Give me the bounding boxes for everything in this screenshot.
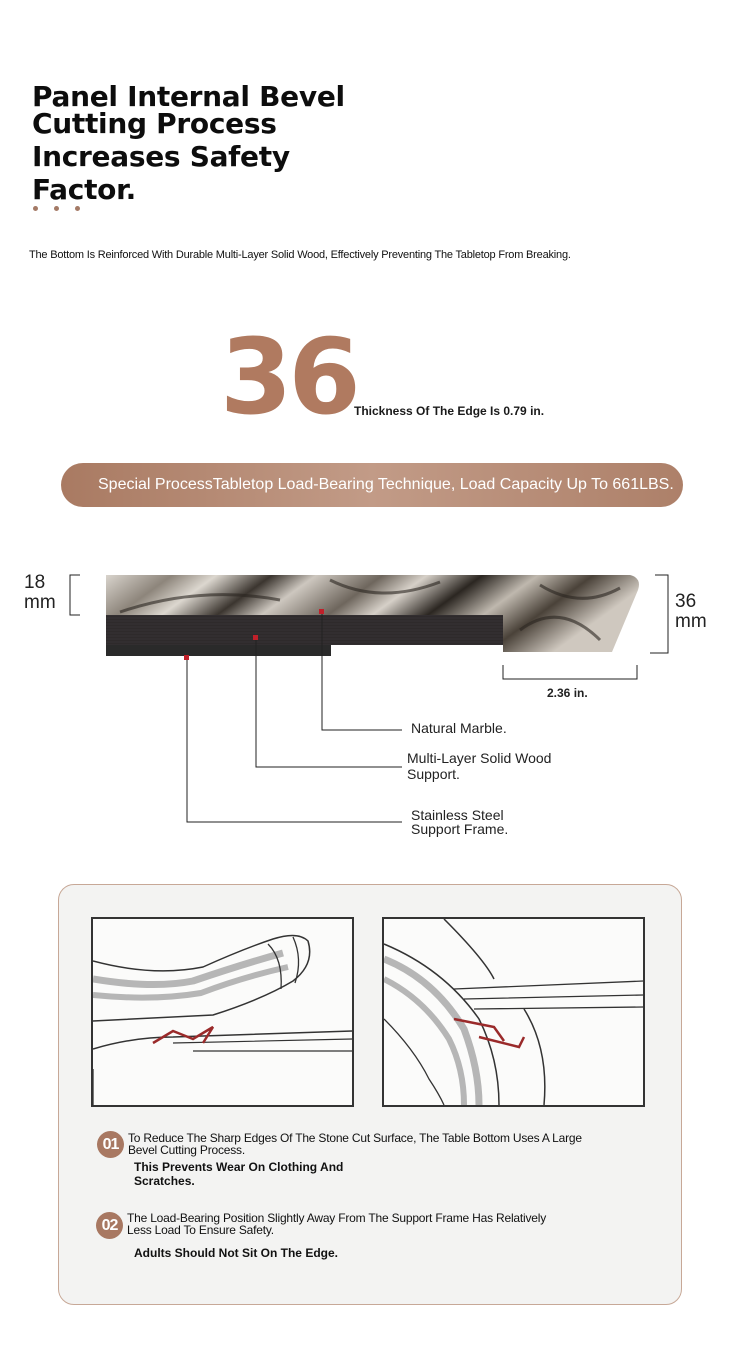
note-1-detail-line: This Prevents Wear On Clothing And bbox=[134, 1160, 344, 1174]
bevel-width-label: 2.36 in. bbox=[547, 686, 588, 700]
wood-label-line: Support. bbox=[407, 766, 460, 782]
steel-marker bbox=[184, 655, 189, 660]
title-line: Cutting Process bbox=[32, 107, 277, 140]
wood-leader bbox=[256, 640, 402, 767]
left-dim-value: 18 bbox=[24, 572, 46, 593]
wood-marker bbox=[253, 635, 258, 640]
cross-section-diagram bbox=[0, 560, 750, 850]
wood-layer bbox=[106, 615, 503, 645]
title-line: Panel Internal Bevel bbox=[32, 80, 345, 113]
bevel-bracket bbox=[503, 665, 637, 679]
friction-marks-icon bbox=[153, 1027, 213, 1043]
subtitle: The Bottom Is Reinforced With Durable Multi-Layer Solid Wood, Effectively Preventing The Tabletop From Breaking. bbox=[29, 249, 571, 261]
steel-leader bbox=[187, 660, 402, 822]
note-number-badge: 02 bbox=[96, 1212, 123, 1239]
title-line: Increases Safety bbox=[32, 140, 290, 173]
dot bbox=[33, 206, 38, 211]
dot bbox=[54, 206, 59, 211]
right-dim-value: 36 bbox=[675, 591, 697, 612]
note-number-badge: 01 bbox=[97, 1131, 124, 1158]
steel-frame bbox=[106, 645, 331, 656]
arm-on-edge-illustration bbox=[93, 919, 352, 1105]
knee-illustration-panel bbox=[382, 917, 645, 1107]
load-capacity-banner: Special ProcessTabletop Load-Bearing Technique, Load Capacity Up To 661LBS. bbox=[61, 463, 683, 507]
knee-on-edge-illustration bbox=[384, 919, 643, 1105]
wood-label-line: Multi-Layer Solid Wood bbox=[407, 750, 552, 766]
note-2-line: Less Load To Ensure Safety. bbox=[127, 1223, 274, 1237]
note-2-detail: Adults Should Not Sit On The Edge. bbox=[134, 1246, 338, 1260]
right-dim-unit: mm bbox=[675, 611, 707, 632]
left-bracket bbox=[70, 575, 80, 615]
arm-illustration-panel bbox=[91, 917, 354, 1107]
note-1-text bbox=[128, 1132, 648, 1156]
note-1-detail-line: Scratches. bbox=[134, 1174, 195, 1188]
steel-label bbox=[411, 808, 508, 836]
page-title bbox=[32, 80, 362, 206]
marble-marker bbox=[319, 609, 324, 614]
right-bracket bbox=[650, 575, 668, 653]
title-line: Factor. bbox=[32, 173, 136, 206]
steel-label-line: Stainless Steel bbox=[411, 807, 504, 823]
left-dim-unit: mm bbox=[24, 592, 56, 613]
left-dimension bbox=[24, 573, 56, 613]
note-1-detail bbox=[134, 1160, 343, 1188]
note-1-line: Bevel Cutting Process. bbox=[128, 1143, 245, 1157]
note-2-line: The Load-Bearing Position Slightly Away From The Support Frame Has Relatively bbox=[127, 1211, 547, 1225]
thickness-caption: Thickness Of The Edge Is 0.79 in. bbox=[354, 404, 545, 418]
thickness-number: 36 bbox=[220, 316, 357, 438]
dot bbox=[75, 206, 80, 211]
wood-label bbox=[407, 750, 551, 782]
note-2-text bbox=[127, 1212, 647, 1236]
steel-label-line: Support Frame. bbox=[411, 821, 509, 837]
marble-label: Natural Marble. bbox=[411, 720, 507, 736]
right-dimension bbox=[675, 592, 707, 632]
decorative-dots bbox=[32, 206, 92, 216]
note-1-line: To Reduce The Sharp Edges Of The Stone Cut Surface, The Table Bottom Uses A Large bbox=[128, 1131, 582, 1145]
